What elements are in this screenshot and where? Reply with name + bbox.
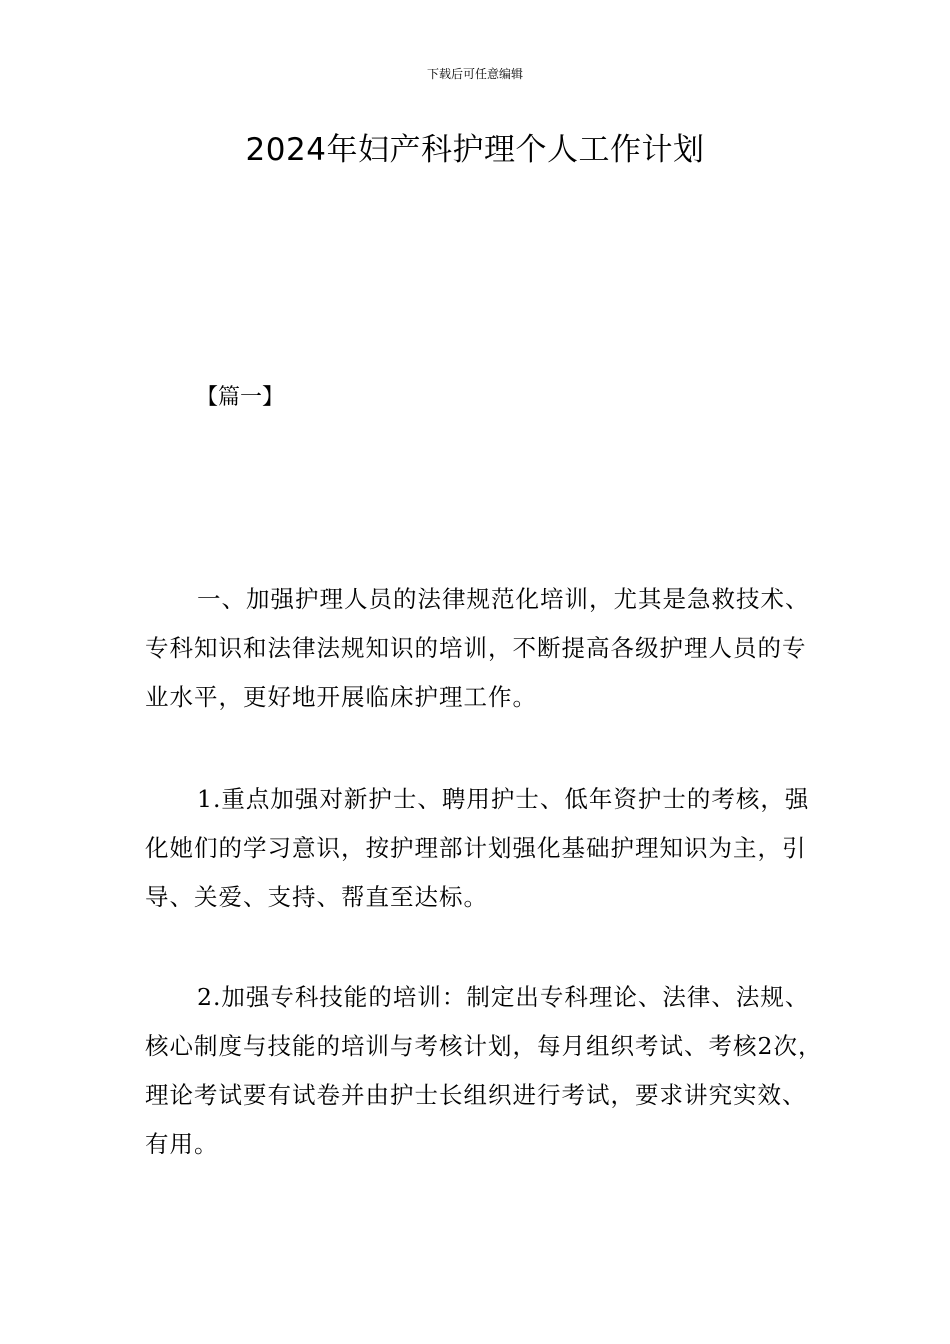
paragraph-1: 一、加强护理人员的法律规范化培训，尤其是急救技术、专科知识和法律法规知识的培训，不断提高各级护理人员的专业水平，更好地开展临床护理工作。 <box>145 585 810 711</box>
document-title: 2024年妇产科护理个人工作计划 <box>245 132 705 168</box>
section-heading: 【篇一】 <box>196 385 285 410</box>
paragraph-3: 2.加强专科技能的培训：制定出专科理论、法律、法规、核心制度与技能的培训与考核计划，每月组织考试、考核2次，理论考试要有试卷并由护士长组织进行考试，要求讲究实效、有用。 <box>145 983 823 1158</box>
paragraph-2: 1.重点加强对新护士、聘用护士、低年资护士的考核，强化她们的学习意识，按护理部计划强化基础护理知识为主，引导、关爱、支持、帮直至达标。 <box>145 785 810 911</box>
page-header-note: 下载后可任意编辑 <box>426 67 523 81</box>
